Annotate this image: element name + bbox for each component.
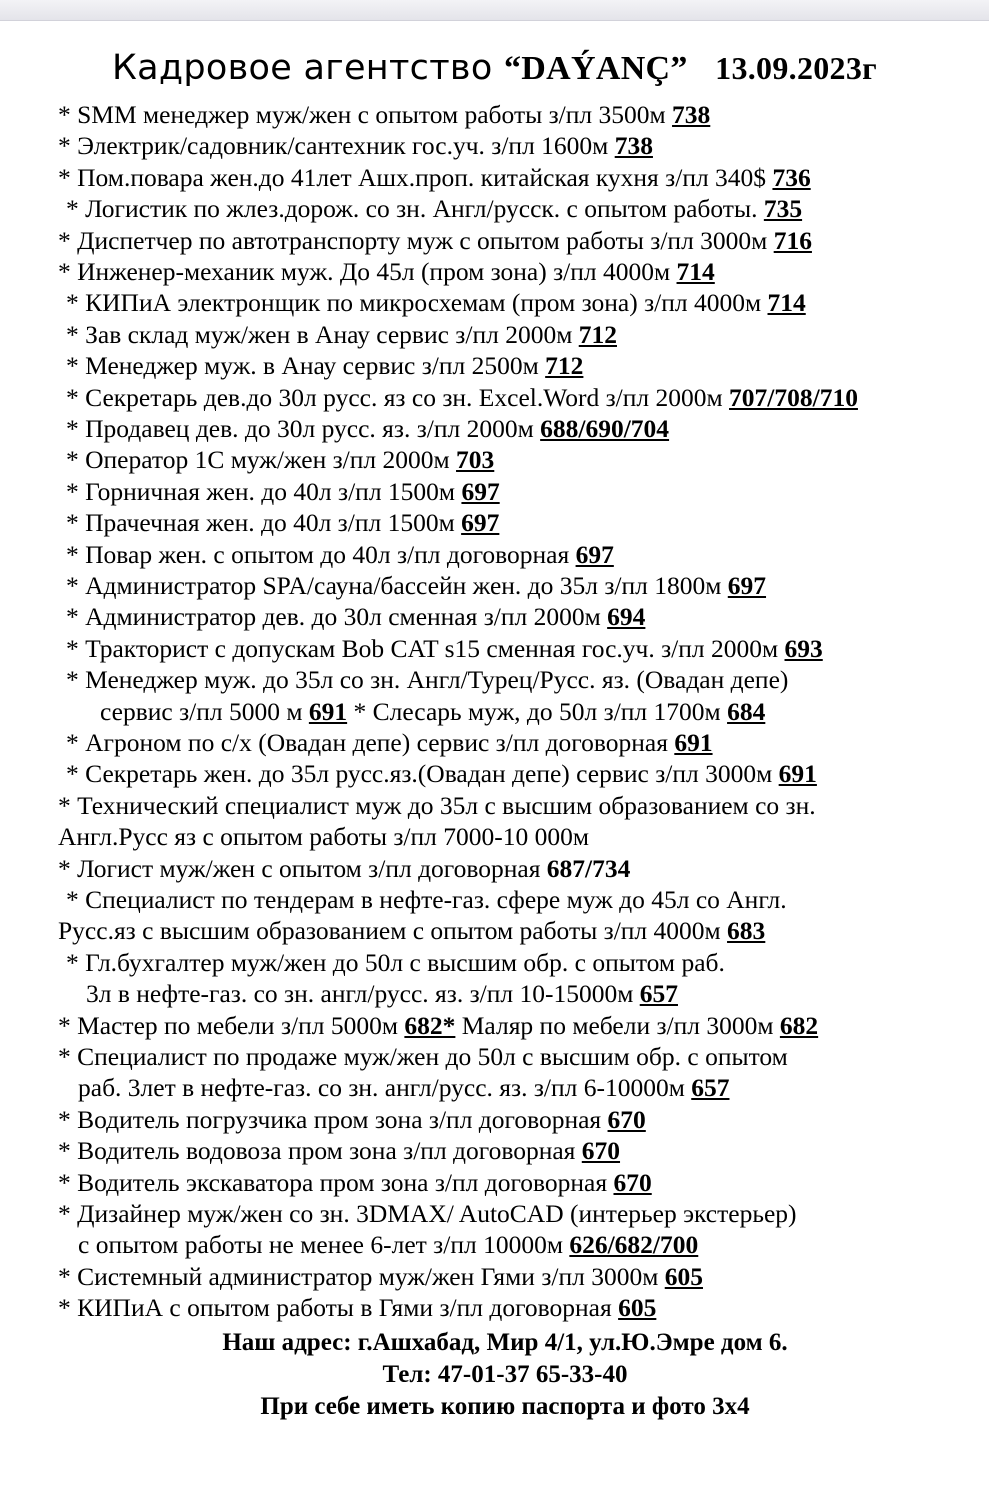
vacancy-line [66,414,669,444]
vacancy-line [66,602,645,632]
vacancy-line [58,1168,652,1198]
vacancy-text: * Гл.бухгалтер муж/жен до 50л с высшим обр. с опытом раб. [66,947,725,977]
vacancy-ref: 687/734 [546,853,631,883]
vacancy-line [66,571,766,601]
vacancy-line [58,822,589,852]
vacancy-text: * Тракторист с допускам Bob CAT s15 сменная гос.уч. з/пл 2000м [66,633,779,663]
vacancy-text: * Специалист по продаже муж/жен до 50л с высшим обр. с опытом [58,1042,788,1071]
vacancy-ref: 691 [674,728,713,757]
vacancy-text: * Водитель экскаватора пром зона з/пл договорная [58,1167,608,1197]
vacancy-line [86,979,678,1009]
vacancy-text: * Диспетчер по автотранспорту муж с опытом работы з/пл 3000м [58,225,768,255]
vacancy-text: * Продавец дев. до 30л русс. яз. з/пл 2000м [66,414,534,443]
window-top-bar [0,0,989,21]
vacancy-text: * Системный администратор муж/жен Гями з/пл 3000м [58,1261,659,1291]
vacancy-ref: 738 [614,131,653,161]
vacancy-line [58,1136,620,1166]
vacancy-text: * Специалист по тендерам в нефте-газ. сфере муж до 45л со Англ. [66,885,787,914]
vacancy-text: Русс.яз с высшим образованием с опытом работы з/пл 4000м [58,916,721,946]
vacancy-text: раб. 3лет в нефте-газ. со зн. англ/русс. яз. з/пл 6-10000м [78,1073,685,1103]
vacancy-text: * Повар жен. с опытом до 40л з/пл договорная [66,539,570,569]
vacancy-line [66,665,788,695]
vacancy-line [58,226,812,256]
vacancy-ref: 626/682/700 [569,1230,699,1260]
vacancy-ref: 670 [613,1167,652,1197]
vacancy-ref: 605 [664,1261,703,1291]
vacancy-ref: 688/690/704 [540,414,670,443]
vacancy-ref: 714 [767,288,806,318]
vacancy-ref: 682* [404,1010,456,1040]
vacancy-line [66,288,806,318]
vacancy-line [78,1073,729,1103]
vacancy-text: Маляр по мебели з/пл 3000м [461,1010,774,1040]
vacancy-line [66,351,583,381]
vacancy-ref: 697 [461,476,500,506]
vacancy-ref: 694 [607,602,646,632]
vacancy-ref: 691 [308,696,348,726]
vacancy-ref: 683 [727,916,766,946]
page-title [0,48,989,88]
vacancy-line [66,194,802,224]
vacancy-line [66,634,823,664]
vacancy-text: * Пом.повара жен.до 41лет Ашх.проп. китайская кухня з/пл 340$ [58,162,767,192]
vacancy-text: * Агроном по с/х (Овадан депе) сервис з/пл договорная [66,728,668,757]
vacancy-ref: 670 [581,1136,621,1166]
vacancy-line [58,1042,788,1072]
vacancy-ref: 693 [784,633,823,663]
vacancy-line [78,1230,698,1260]
vacancy-text: * Дизайнер муж/жен со зн. 3DMAX/ AutoCAD (интерьер экстерьер) [58,1199,797,1228]
vacancy-ref: 657 [639,979,678,1009]
vacancy-text: * КИПиА электронщик по микросхемам (пром зона) з/пл 4000м [66,288,762,318]
vacancy-line [58,791,816,821]
vacancy-text: * Горничная жен. до 40л з/пл 1500м [66,476,456,506]
vacancy-line [58,1105,646,1135]
vacancy-line [58,1262,703,1292]
vacancy-text: * Администратор дев. до 30л сменная з/пл 2000м [66,602,601,632]
vacancy-line [66,508,499,538]
vacancy-line [66,759,817,789]
vacancy-ref: 605 [618,1293,657,1323]
vacancy-ref: 735 [763,194,803,224]
vacancy-ref: 682 [779,1010,819,1040]
vacancy-text: 3л в нефте-газ. со зн. англ/русс. яз. з/пл 10-15000м [86,979,634,1009]
vacancy-line [58,1293,656,1323]
vacancy-line [58,854,630,884]
vacancy-text: * Секретарь дев.до 30л русс. яз со зн. Excel.Word з/пл 2000м [66,382,723,412]
vacancy-text: * Оператор 1С муж/жен з/пл 2000м [66,445,450,475]
vacancy-ref: 684 [727,696,766,726]
vacancy-text: * Администратор SPA/сауна/бассейн жен. до 35л з/пл 1800м [66,571,722,600]
vacancy-text: * Прачечная жен. до 40л з/пл 1500м [66,508,455,538]
vacancy-text: * Водитель водовоза пром зона з/пл договорная [58,1136,576,1166]
vacancy-text: * Слесарь муж, до 50л з/пл 1700м [353,696,721,726]
vacancy-line [100,697,765,727]
note-line: При себе иметь копию паспорта и фото 3х4 [260,1393,750,1420]
vacancy-text: Англ.Русс яз с опытом работы з/пл 7000-10 000м [58,822,590,852]
address-line: Наш адрес: г.Ашхабад, Мир 4/1, ул.Ю.Эмре дом 6. [222,1329,788,1356]
vacancy-text: с опытом работы не менее 6-лет з/пл 10000м [78,1230,563,1260]
vacancy-line [58,1011,818,1041]
vacancy-line [66,540,614,570]
vacancy-ref: 697 [461,508,500,538]
vacancy-line [58,163,811,193]
vacancy-line [66,383,858,413]
vacancy-line [66,445,494,475]
vacancy-text: * SMM менеджер муж/жен с опытом работы з/пл 3500м [58,100,666,129]
vacancy-text: * Зав склад муж/жен в Анау сервис з/пл 2000м [66,319,573,349]
vacancy-ref: 697 [727,571,767,600]
vacancy-line [58,131,653,161]
vacancy-line [66,477,500,507]
posting-date: 13.09.2023г [715,50,877,86]
vacancy-ref: 714 [676,257,715,286]
vacancy-text: * Водитель погрузчика пром зона з/пл договорная [58,1104,602,1134]
vacancy-ref: 697 [575,539,614,569]
vacancy-text: * Логистик по жлез.дорож. со зн. Англ/русск. с опытом работы. [66,194,758,224]
vacancy-ref: 738 [672,100,711,129]
vacancy-ref: 657 [691,1073,730,1103]
phones-line: Тел: 47-01-37 65-33-40 [382,1361,628,1388]
vacancy-text: * Логист муж/жен с опытом з/пл договорная [58,853,541,883]
vacancy-text: * Мастер по мебели з/пл 5000м [58,1010,398,1040]
vacancy-text: * Инженер-механик муж. До 45л (пром зона) з/пл 4000м [58,257,671,286]
vacancy-ref: 736 [772,162,811,192]
vacancy-line [58,257,715,287]
vacancy-ref: 691 [778,759,817,789]
vacancy-text: * Секретарь жен. до 35л русс.яз.(Овадан депе) сервис з/пл 3000м [66,759,773,789]
vacancy-text: * Электрик/садовник/сантехник гос.уч. з/пл 1600м [58,131,609,161]
vacancy-line [66,320,617,350]
vacancy-ref: 707/708/710 [729,382,858,412]
vacancy-line [58,916,765,946]
agency-name: Кадровое агентство [112,48,493,88]
brand-name: “DAÝANÇ” [503,50,688,87]
vacancy-text: сервис з/пл 5000 м [100,696,303,726]
vacancy-text: * КИПиА с опытом работы в Гями з/пл договорная [58,1293,612,1323]
vacancy-line [58,100,710,130]
vacancy-line [66,728,713,758]
vacancy-text: * Технический специалист муж до 35л с высшим образованием со зн. [58,790,816,820]
vacancy-line [58,1199,797,1229]
vacancy-text: * Менеджер муж. до 35л со зн. Англ/Турец/Русс. яз. (Овадан депе) [66,665,789,695]
vacancy-line [66,885,787,915]
vacancy-ref: 703 [456,445,495,475]
vacancy-ref: 712 [545,351,584,381]
vacancy-text: * Менеджер муж. в Анау сервис з/пл 2500м [66,351,539,381]
vacancy-line [66,948,725,978]
vacancy-ref: 716 [773,225,812,255]
vacancy-ref: 712 [578,319,617,349]
vacancy-ref: 670 [607,1104,646,1134]
